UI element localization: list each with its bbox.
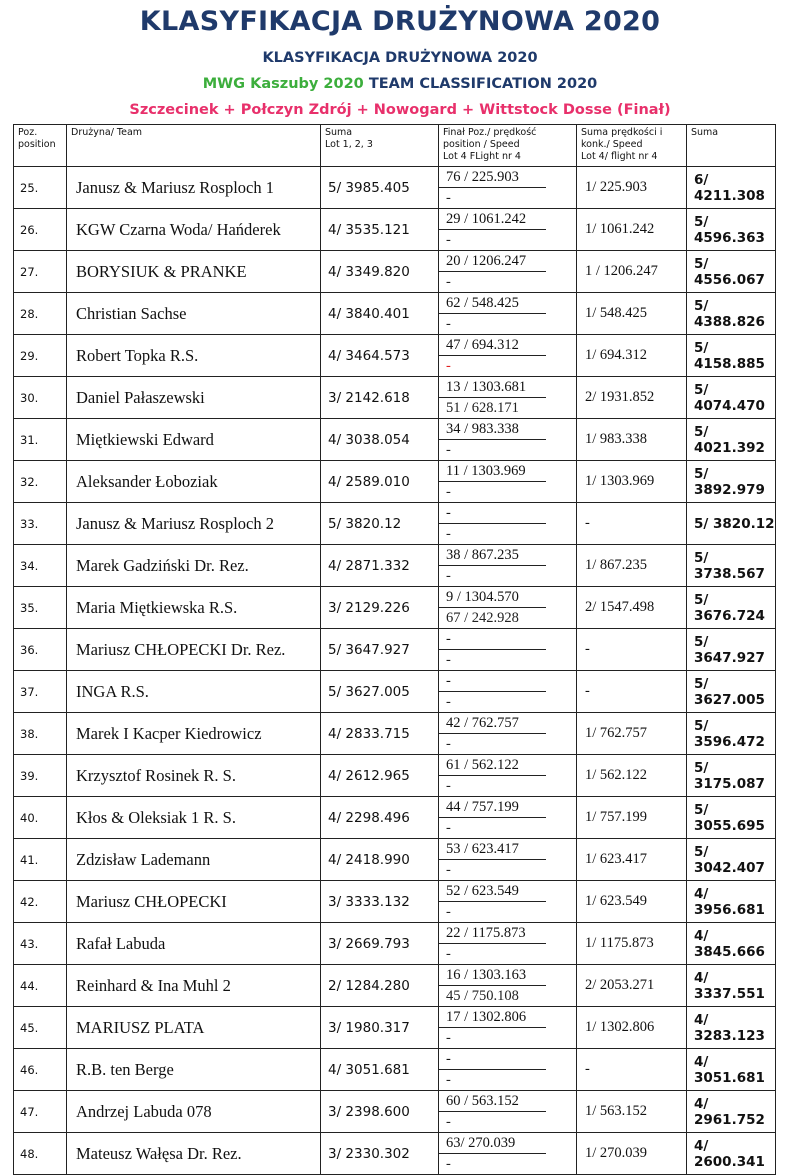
row-final	[439, 713, 577, 755]
row-final-entry-1: 47 / 694.312	[439, 335, 546, 356]
row-final-entry-2: -	[446, 1156, 451, 1172]
row-sum-flights: 3/ 2142.618	[321, 377, 439, 419]
row-final-entry-1: 17 / 1302.806	[439, 1007, 546, 1028]
header-speed-line1: Suma prędkości i	[581, 127, 663, 138]
table-row	[14, 587, 776, 629]
row-final	[439, 461, 577, 503]
row-sum-flights: 2/ 1284.280	[321, 965, 439, 1007]
row-final	[439, 839, 577, 881]
header-total-label: Suma	[691, 127, 719, 138]
row-speed-sum: 1/ 983.338	[577, 419, 687, 461]
row-final-entry-2: 67 / 242.928	[446, 610, 519, 626]
row-speed-sum: 1/ 562.122	[577, 755, 687, 797]
header-final-line1: Finał Poz./ prędkość	[443, 127, 537, 138]
row-final	[439, 209, 577, 251]
race-locations: Szczecinek + Połczyn Zdrój + Nowogard + Wittstock Dosse (Finał)	[129, 102, 671, 118]
row-sum-flights: 5/ 3647.927	[321, 629, 439, 671]
row-speed-sum: 1/ 563.152	[577, 1091, 687, 1133]
row-speed-sum: -	[577, 503, 687, 545]
row-final-entry-2: -	[446, 694, 451, 710]
table-row	[14, 797, 776, 839]
row-position: 47.	[14, 1091, 67, 1133]
document-title: KLASYFIKACJA DRUŻYNOWA 2020	[139, 6, 661, 37]
row-sum-flights: 4/ 3840.401	[321, 293, 439, 335]
row-final-entry-1: 52 / 623.549	[439, 881, 546, 902]
row-final-entry-1: 76 / 225.903	[439, 167, 546, 188]
row-final-entry-2: -	[446, 1072, 451, 1088]
row-final-entry-2: -	[446, 904, 451, 920]
table-row	[14, 209, 776, 251]
row-total: 5/ 4158.885	[687, 335, 776, 377]
document-subtitle: KLASYFIKACJA DRUŻYNOWA 2020	[262, 50, 538, 66]
header-position-line2: position	[18, 139, 56, 150]
row-speed-sum: -	[577, 1049, 687, 1091]
row-total: 5/ 3596.472	[687, 713, 776, 755]
row-speed-sum: 1/ 225.903	[577, 167, 687, 209]
row-final-entry-2: -	[446, 778, 451, 794]
header-sum-line1: Suma	[325, 127, 353, 138]
row-sum-flights: 3/ 2129.226	[321, 587, 439, 629]
table-row	[14, 755, 776, 797]
table-row	[14, 923, 776, 965]
row-final-entry-1: 63/ 270.039	[439, 1133, 546, 1154]
team-classification-table	[13, 124, 776, 1175]
row-team: Daniel Pałaszewski	[67, 377, 321, 419]
row-team: Marek Gadziński Dr. Rez.	[67, 545, 321, 587]
row-final-entry-1: -	[439, 1049, 546, 1070]
row-position: 26.	[14, 209, 67, 251]
row-final	[439, 629, 577, 671]
row-total: 5/ 3627.005	[687, 671, 776, 713]
row-position: 25.	[14, 167, 67, 209]
row-final-entry-1: -	[439, 503, 546, 524]
row-position: 43.	[14, 923, 67, 965]
row-final	[439, 797, 577, 839]
row-speed-sum: 1/ 1303.969	[577, 461, 687, 503]
row-final-entry-2: -	[446, 1030, 451, 1046]
row-total: 5/ 3738.567	[687, 545, 776, 587]
table-row	[14, 167, 776, 209]
row-final-entry-2: -	[446, 652, 451, 668]
row-team: INGA R.S.	[67, 671, 321, 713]
row-position: 48.	[14, 1133, 67, 1175]
row-team: Mariusz CHŁOPECKI	[67, 881, 321, 923]
row-total: 5/ 4596.363	[687, 209, 776, 251]
table-row	[14, 881, 776, 923]
table-row	[14, 1133, 776, 1175]
table-row	[14, 545, 776, 587]
row-sum-flights: 3/ 3333.132	[321, 881, 439, 923]
row-final-entry-1: 34 / 983.338	[439, 419, 546, 440]
row-position: 28.	[14, 293, 67, 335]
row-total: 5/ 3892.979	[687, 461, 776, 503]
row-final	[439, 965, 577, 1007]
table-row	[14, 293, 776, 335]
row-speed-sum: 2/ 1547.498	[577, 587, 687, 629]
row-final	[439, 251, 577, 293]
row-sum-flights: 4/ 2833.715	[321, 713, 439, 755]
row-speed-sum: 1/ 757.199	[577, 797, 687, 839]
row-sum-flights: 3/ 2669.793	[321, 923, 439, 965]
row-final	[439, 377, 577, 419]
table-row	[14, 965, 776, 1007]
row-final-entry-2: -	[446, 526, 451, 542]
row-final-entry-2: -	[446, 316, 451, 332]
row-sum-flights: 5/ 3627.005	[321, 671, 439, 713]
row-final-entry-2: -	[446, 274, 451, 290]
row-speed-sum: -	[577, 671, 687, 713]
row-sum-flights: 4/ 2589.010	[321, 461, 439, 503]
row-final	[439, 545, 577, 587]
row-position: 36.	[14, 629, 67, 671]
row-team: Maria Miętkiewska R.S.	[67, 587, 321, 629]
row-total: 4/ 3283.123	[687, 1007, 776, 1049]
table-row	[14, 1049, 776, 1091]
table-row	[14, 671, 776, 713]
row-final-entry-1: 53 / 623.417	[439, 839, 546, 860]
row-position: 45.	[14, 1007, 67, 1049]
row-final-entry-1: 20 / 1206.247	[439, 251, 546, 272]
table-row	[14, 335, 776, 377]
row-speed-sum: 1/ 867.235	[577, 545, 687, 587]
row-final	[439, 167, 577, 209]
row-sum-flights: 4/ 3349.820	[321, 251, 439, 293]
row-team: Zdzisław Lademann	[67, 839, 321, 881]
row-speed-sum: 1 / 1206.247	[577, 251, 687, 293]
row-speed-sum: 1/ 694.312	[577, 335, 687, 377]
row-sum-flights: 4/ 3051.681	[321, 1049, 439, 1091]
row-final-entry-1: 29 / 1061.242	[439, 209, 546, 230]
header-team	[67, 125, 321, 167]
row-speed-sum: 1/ 623.549	[577, 881, 687, 923]
row-team: Miętkiewski Edward	[67, 419, 321, 461]
row-sum-flights: 4/ 2298.496	[321, 797, 439, 839]
row-position: 38.	[14, 713, 67, 755]
row-speed-sum: 1/ 1302.806	[577, 1007, 687, 1049]
row-final-entry-1: 22 / 1175.873	[439, 923, 546, 944]
row-final-entry-1: 61 / 562.122	[439, 755, 546, 776]
row-team: MARIUSZ PLATA	[67, 1007, 321, 1049]
row-sum-flights: 4/ 2418.990	[321, 839, 439, 881]
table-body	[14, 167, 776, 1175]
row-team: Robert Topka R.S.	[67, 335, 321, 377]
row-total: 6/ 4211.308	[687, 167, 776, 209]
row-total: 5/ 3647.927	[687, 629, 776, 671]
row-final-entry-1: 38 / 867.235	[439, 545, 546, 566]
table-row	[14, 503, 776, 545]
row-final-entry-2: -	[446, 736, 451, 752]
row-team: BORYSIUK & PRANKE	[67, 251, 321, 293]
row-team: Rafał Labuda	[67, 923, 321, 965]
row-total: 5/ 4021.392	[687, 419, 776, 461]
competition-line	[0, 76, 800, 92]
row-total: 5/ 3042.407	[687, 839, 776, 881]
row-team: KGW Czarna Woda/ Hańderek	[67, 209, 321, 251]
row-speed-sum: 1/ 1175.873	[577, 923, 687, 965]
row-team: Mariusz CHŁOPECKI Dr. Rez.	[67, 629, 321, 671]
row-final-entry-1: 42 / 762.757	[439, 713, 546, 734]
row-final	[439, 671, 577, 713]
table-row	[14, 419, 776, 461]
row-total: 5/ 3676.724	[687, 587, 776, 629]
row-final-entry-1: 60 / 563.152	[439, 1091, 546, 1112]
row-total: 5/ 4388.826	[687, 293, 776, 335]
row-total: 5/ 3820.12	[687, 503, 776, 545]
row-total: 5/ 4556.067	[687, 251, 776, 293]
row-final-entry-1: 13 / 1303.681	[439, 377, 546, 398]
row-position: 39.	[14, 755, 67, 797]
row-sum-flights: 5/ 3985.405	[321, 167, 439, 209]
row-position: 42.	[14, 881, 67, 923]
row-sum-flights: 4/ 2871.332	[321, 545, 439, 587]
header-position	[14, 125, 67, 167]
row-sum-flights: 4/ 3464.573	[321, 335, 439, 377]
row-final-entry-1: -	[439, 671, 546, 692]
row-final-entry-1: 11 / 1303.969	[439, 461, 546, 482]
row-final-entry-2: -	[446, 442, 451, 458]
row-team: Janusz & Mariusz Rosploch 1	[67, 167, 321, 209]
header-final	[439, 125, 577, 167]
header-speed-sum	[577, 125, 687, 167]
row-total: 4/ 3051.681	[687, 1049, 776, 1091]
table-row	[14, 713, 776, 755]
header-total	[687, 125, 776, 167]
row-final-entry-2: -	[446, 820, 451, 836]
header-final-line3: Lot 4 FLight nr 4	[443, 151, 521, 162]
competition-name: MWG Kaszuby 2020	[202, 76, 364, 92]
row-sum-flights: 3/ 1980.317	[321, 1007, 439, 1049]
row-final	[439, 755, 577, 797]
table-row	[14, 1007, 776, 1049]
row-team: Mateusz Wałęsa Dr. Rez.	[67, 1133, 321, 1175]
row-total: 4/ 3956.681	[687, 881, 776, 923]
row-final	[439, 881, 577, 923]
row-team: Krzysztof Rosinek R. S.	[67, 755, 321, 797]
row-final-entry-2: -	[446, 1114, 451, 1130]
row-final-entry-2: -	[446, 190, 451, 206]
row-position: 35.	[14, 587, 67, 629]
row-final	[439, 419, 577, 461]
row-total: 5/ 4074.470	[687, 377, 776, 419]
row-sum-flights: 4/ 3535.121	[321, 209, 439, 251]
row-position: 41.	[14, 839, 67, 881]
row-total: 5/ 3055.695	[687, 797, 776, 839]
table-row	[14, 377, 776, 419]
row-position: 30.	[14, 377, 67, 419]
row-position: 46.	[14, 1049, 67, 1091]
row-team: Kłos & Oleksiak 1 R. S.	[67, 797, 321, 839]
row-final-entry-1: -	[439, 629, 546, 650]
table-row	[14, 839, 776, 881]
row-final-entry-1: 44 / 757.199	[439, 797, 546, 818]
row-position: 33.	[14, 503, 67, 545]
row-position: 44.	[14, 965, 67, 1007]
row-final-entry-2: -	[446, 232, 451, 248]
row-final-entry-1: 9 / 1304.570	[439, 587, 546, 608]
row-position: 37.	[14, 671, 67, 713]
header-team-label: Drużyna/ Team	[71, 127, 143, 138]
row-final-entry-2: 45 / 750.108	[446, 988, 519, 1004]
row-total: 4/ 2961.752	[687, 1091, 776, 1133]
row-final-entry-1: 16 / 1303.163	[439, 965, 546, 986]
row-sum-flights: 5/ 3820.12	[321, 503, 439, 545]
row-team: Marek I Kacper Kiedrowicz	[67, 713, 321, 755]
header-final-line2: position / Speed	[443, 139, 520, 150]
row-speed-sum: 1/ 548.425	[577, 293, 687, 335]
row-position: 32.	[14, 461, 67, 503]
row-speed-sum: 2/ 2053.271	[577, 965, 687, 1007]
row-position: 27.	[14, 251, 67, 293]
row-final	[439, 587, 577, 629]
row-final	[439, 1049, 577, 1091]
row-sum-flights: 4/ 2612.965	[321, 755, 439, 797]
row-final	[439, 335, 577, 377]
row-position: 31.	[14, 419, 67, 461]
row-total: 4/ 3845.666	[687, 923, 776, 965]
row-team: Andrzej Labuda 078	[67, 1091, 321, 1133]
table-row	[14, 251, 776, 293]
row-final	[439, 293, 577, 335]
header-sum-flights	[321, 125, 439, 167]
row-total: 5/ 3175.087	[687, 755, 776, 797]
row-final-entry-2: -	[446, 568, 451, 584]
row-total: 4/ 3337.551	[687, 965, 776, 1007]
row-team: Christian Sachse	[67, 293, 321, 335]
row-speed-sum: 1/ 1061.242	[577, 209, 687, 251]
table-row	[14, 629, 776, 671]
table-row	[14, 1091, 776, 1133]
row-position: 40.	[14, 797, 67, 839]
row-position: 29.	[14, 335, 67, 377]
row-sum-flights: 3/ 2398.600	[321, 1091, 439, 1133]
row-final	[439, 1091, 577, 1133]
row-position: 34.	[14, 545, 67, 587]
header-speed-line3: Lot 4/ flight nr 4	[581, 151, 658, 162]
row-speed-sum: -	[577, 629, 687, 671]
row-team: Aleksander Łoboziak	[67, 461, 321, 503]
table-row	[14, 461, 776, 503]
row-final	[439, 1007, 577, 1049]
header-speed-line2: konk./ Speed	[581, 139, 643, 150]
row-final-entry-2: -	[446, 862, 451, 878]
row-speed-sum: 1/ 270.039	[577, 1133, 687, 1175]
row-final-entry-1: 62 / 548.425	[439, 293, 546, 314]
row-speed-sum: 2/ 1931.852	[577, 377, 687, 419]
row-sum-flights: 4/ 3038.054	[321, 419, 439, 461]
row-sum-flights: 3/ 2330.302	[321, 1133, 439, 1175]
table-header-row	[14, 125, 776, 167]
row-total: 4/ 2600.341	[687, 1133, 776, 1175]
row-team: Reinhard & Ina Muhl 2	[67, 965, 321, 1007]
row-speed-sum: 1/ 623.417	[577, 839, 687, 881]
header-position-line1: Poz.	[18, 127, 38, 138]
row-final	[439, 1133, 577, 1175]
header-sum-line2: Lot 1, 2, 3	[325, 139, 373, 150]
row-final-entry-2: 51 / 628.171	[446, 400, 519, 416]
row-final-entry-2: -	[446, 484, 451, 500]
row-final-entry-2: -	[446, 946, 451, 962]
row-speed-sum: 1/ 762.757	[577, 713, 687, 755]
row-final	[439, 923, 577, 965]
row-team: R.B. ten Berge	[67, 1049, 321, 1091]
row-team: Janusz & Mariusz Rosploch 2	[67, 503, 321, 545]
row-final	[439, 503, 577, 545]
row-final-entry-2: -	[446, 358, 451, 374]
competition-classification: TEAM CLASSIFICATION 2020	[368, 76, 598, 92]
